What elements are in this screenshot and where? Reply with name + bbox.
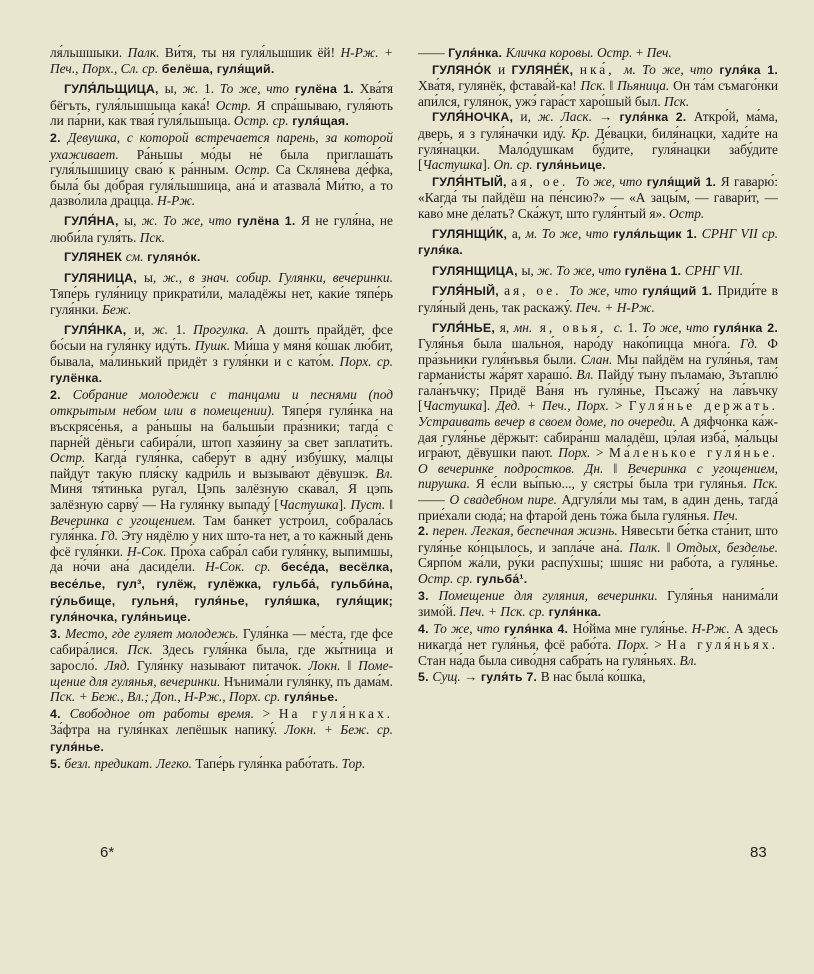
italic-text: Порх. ср.: [339, 353, 393, 369]
text: 1.: [623, 319, 642, 335]
italic-text: Н-Рж. + Печ., Порх., Сл. ср.: [50, 45, 393, 76]
entry-sense: [50, 756, 393, 773]
entry-sense: [418, 523, 778, 587]
text: Адгуля́ли мы там, в адин день, тагда́ прие́хали сюда́; на фтаро́й день то́жа была гуля́нья.: [418, 492, 778, 523]
italic-text: ж.: [182, 81, 199, 97]
italic-text: Кличка коровы. Остр.: [505, 45, 633, 60]
italic-text: Остр.: [50, 450, 86, 466]
italic-text: Частушка: [422, 157, 483, 173]
text: Ф пра́зьники гуля́нъвья были.: [418, 336, 778, 367]
text: Де́вацки, биля́нацки, хади́те на гуля́нацки. Мало́душкам бу́дите, гуля́нацки забу́дите [: [418, 125, 779, 173]
dictionary-entry: [418, 109, 778, 173]
text: 1.: [168, 321, 194, 337]
text: ля́льшшыки.: [50, 45, 128, 60]
page-number: 83: [750, 844, 767, 861]
entry-sense: [418, 621, 778, 669]
text: Гуля́нку называ́ют питачо́к.: [130, 657, 309, 673]
italic-text: Пск.: [664, 93, 690, 109]
text: Сярпо́м жа́ли, ру́ки распу́хшы; шшяс ни рабо́та, а гуля́нье.: [418, 555, 778, 571]
entry-sense: [418, 588, 778, 621]
italic-text: Н-Сок.: [127, 543, 167, 559]
spaced-phrase: ая, ое.: [511, 173, 576, 189]
text: ——: [418, 492, 450, 508]
italic-text: Девушка, с которой встречается парень, за которой ухаживает.: [50, 129, 393, 162]
dictionary-entry: [418, 320, 778, 524]
text: ы,: [164, 81, 183, 97]
italic-text: Беж.: [101, 301, 132, 317]
text: ——: [418, 45, 449, 60]
italic-text: То же, что: [433, 620, 500, 636]
italic-text: см.: [125, 249, 144, 265]
text: ].: [338, 497, 351, 513]
italic-text: Н-Сок. ср.: [205, 559, 271, 575]
text: Я не гуля́на, не люби́ла гуля́ть.: [50, 212, 393, 245]
bold-text: 2.: [50, 130, 68, 145]
italic-text: перен. Легкая, беспечная жизнь.: [432, 523, 618, 539]
italic-text: Печ.: [646, 45, 672, 60]
italic-text: Частушка: [278, 497, 339, 513]
text: А дяфчо́нка ка́ждая гуля́нье дёржыт: сабира́нш маладёш, цэ́лая изба́, ма́льцы игра́ют, дёвушки пают.: [418, 414, 779, 461]
text: я,: [499, 319, 514, 335]
text: и,: [134, 321, 153, 337]
text: ].: [482, 398, 497, 414]
text: Ра́ньшы мо́ды не́ была приглаша́ть гуля́льшшицу сваю́ к ра́нным.: [50, 146, 393, 178]
italic-text: Вл.: [576, 367, 594, 383]
italic-text: Палк.: [127, 45, 160, 60]
italic-text: Порх.: [558, 445, 591, 461]
italic-text: Ляд.: [104, 657, 131, 673]
italic-text: Пушк.: [194, 338, 231, 354]
italic-text: ж.: [152, 321, 169, 337]
italic-text: Н-Рж.: [157, 193, 196, 209]
italic-text: Вл.: [375, 465, 393, 481]
text: Я спра́шываю, гуля́ють ли па́рни, как твая́ гуля́льшыца.: [50, 97, 393, 129]
bold-text: гуля́льщик 1.: [608, 226, 702, 241]
dictionary-entry: [50, 249, 393, 266]
text: Ви́тя, ты ня гуля́льшшик ёй!: [159, 45, 341, 60]
italic-text: Место, где гуляет молодежь.: [65, 625, 239, 641]
text: >: [648, 637, 668, 653]
dictionary-entry: [50, 270, 393, 318]
italic-text: Прогулка.: [193, 321, 249, 337]
bold-text: гуля́щий 1.: [642, 174, 721, 189]
left-column: [50, 45, 393, 772]
text: Тяпе́рь гуля́ницу прикрати́ли, маладёжы нет, каки́е тяпе́рь гуля́нки.: [50, 286, 393, 317]
text: 1.: [198, 81, 220, 97]
italic-text: ж. То же, что: [141, 212, 232, 228]
text: Ми́ша у мяня́ ко́шак лю́бит, бывала, ма́линький придёт з гуля́нки и с като́м.: [50, 338, 394, 369]
italic-text: Остр. ср.: [418, 571, 473, 586]
bold-text: гуля́ка 1.: [712, 62, 779, 77]
italic-text: ж. Ласк.: [537, 109, 593, 125]
bold-text: ГУЛЯ́НКА,: [64, 322, 135, 337]
bold-text: ГУЛЯ́НОЧКА,: [432, 110, 521, 125]
bold-text: ГУЛЯ́НЬЕ,: [432, 320, 500, 335]
italic-text: м. То же, что: [525, 225, 609, 241]
text: ы,: [143, 269, 163, 285]
bold-text: 5.: [418, 669, 433, 684]
bold-text: 3.: [50, 626, 66, 641]
text: В нас была́ ко́шка,: [540, 668, 646, 684]
italic-text: Локн. + Беж. ср.: [284, 722, 393, 738]
dictionary-entry: [418, 263, 778, 280]
italic-text: Сущ.: [432, 668, 461, 684]
italic-text: безл. предикат. Легко.: [64, 755, 192, 771]
dictionary-entry: [418, 283, 778, 315]
text: >: [608, 398, 629, 414]
bold-text: 5.: [50, 756, 65, 771]
bold-text: белёша, гуля́щий.: [158, 61, 275, 76]
entry-sense: [50, 626, 393, 706]
text: Гуля́нка — ме́ста, где фсе сабира́лися.: [50, 625, 393, 658]
bold-text: гуля́ньице.: [532, 158, 606, 173]
bold-text: гульба́¹.: [472, 572, 528, 586]
italic-text: Пск.: [752, 476, 778, 492]
entry-sense: [50, 130, 393, 209]
dictionary-entry: [418, 62, 778, 110]
text: Тапе́рь гуля́нка рабо́тать.: [191, 755, 342, 771]
bold-text: 2.: [50, 387, 73, 402]
bold-text: гуля́нье.: [50, 739, 105, 754]
bold-text: гулёна 1.: [620, 263, 685, 278]
italic-text: Вл.: [679, 652, 697, 668]
italic-text: Локн. ‖ Помещение для гулянья, вечеринки.: [50, 657, 393, 689]
spaced-phrase: Ма́ленькое гуля́нье.: [608, 445, 778, 461]
bold-text: гуля́ть 7.: [480, 669, 541, 684]
italic-text: Частушка: [422, 398, 483, 414]
text: и: [498, 61, 512, 77]
bold-text: ГУЛЯНЕК: [64, 250, 126, 265]
text: Хва́тя, гулянёк, фстава́й-ка!: [418, 78, 581, 94]
spaced-phrase: На гуля́нках.: [278, 705, 393, 721]
text: и,: [520, 109, 538, 125]
italic-text: ж. То же, что: [537, 262, 621, 278]
italic-text: СРНГ VII ср.: [701, 225, 779, 241]
text: >: [253, 705, 279, 721]
italic-text: ж., в знач. собир. Гулянки, вечеринки.: [162, 269, 393, 285]
italic-text: Свободное от работы время.: [69, 705, 254, 721]
dictionary-entry: [50, 81, 393, 130]
text: →: [460, 668, 481, 684]
italic-text: Печ.: [712, 507, 739, 523]
text: а,: [511, 225, 526, 241]
text: Приди́те в гуля́ный день, так раскажу́.: [418, 283, 778, 315]
text: +: [632, 45, 647, 60]
bold-text: гуля́нка 2.: [619, 110, 694, 125]
spaced-phrase: На гуля́ньях.: [667, 637, 778, 653]
spaced-phrase: Гуля́нье держать.: [628, 398, 779, 414]
text: Нявесьти бе́тка ста́нит, што гуля́нье ко́нцылось, и запла́че ана́.: [418, 523, 778, 555]
dictionary-entry: [50, 322, 393, 387]
text: ы,: [521, 262, 538, 278]
entry-sense: [50, 387, 393, 626]
text: Кагда́ гуля́нка, саберу́т в адну́ избу́шку, ма́лцы пайду́т таку́ю пля́ску кадри́ль и вызыва́ют дёвушэк.: [50, 450, 393, 481]
italic-text: м. То же, что: [623, 61, 713, 77]
bold-text: гуля́нка.: [544, 605, 602, 620]
text: Тяпе́ря гуля́нка на въскрясе́нья, а ра́ньшы на бальшы́и пра́зники; тагда́ с парне́й дёньги сабира́ли, штоп хазя́ину за свет заплати́ть.: [50, 403, 393, 450]
italic-text: Пск.: [127, 642, 153, 658]
italic-text: Оп. ср.: [493, 157, 533, 173]
entry-sense: [50, 45, 393, 77]
italic-text: То же, что: [641, 319, 709, 335]
italic-text: Пуст. ‖ Вечеринка с угощением.: [50, 497, 393, 528]
text: Хва́тя бёгъть, гуля́льшшыца кака́!: [50, 81, 393, 113]
italic-text: Тор.: [341, 755, 366, 771]
bold-text: 4.: [50, 706, 70, 721]
bold-text: гуля́нка 2.: [708, 320, 778, 335]
bold-text: гуля́ка.: [418, 243, 463, 258]
bold-text: гулёнка.: [50, 371, 103, 386]
text: Нънима́ли гуля́нку, пъ дама́м.: [220, 673, 394, 689]
text: >: [590, 445, 609, 461]
bold-text: гулёна 1.: [288, 82, 360, 97]
bold-text: 3.: [418, 588, 439, 603]
italic-text: Порх.: [616, 637, 649, 653]
text: ы,: [124, 212, 142, 228]
bold-text: бесе́да, весёлка, весе́лье, гул³, гулёж, гулёжка, гульба́, гульби́на, гу́льбище, гульня́, гуля́нье, гуля́шка, гуля́щик; гуля́ночка, гуля́ньице.: [50, 560, 393, 625]
text: Про́ха сабра́л саби гуля́нку, выпимшы, да но́чи ана́ дасиде́ли.: [50, 543, 393, 575]
bold-text: ГУЛЯ́НЫЙ,: [432, 284, 505, 299]
italic-text: То же, что: [569, 283, 638, 299]
italic-text: О вечеринке подростков. Дн. ‖ Вечеринка с угощением, пирушка.: [418, 460, 778, 492]
bold-text: гуля́щая.: [288, 114, 349, 129]
italic-text: Устраивать вечер в своем доме, по очереди.: [418, 414, 676, 430]
text: Он та́м съмаго́нки апи́лся, гуляно́к, ужэ́ гара́ст харо́шый был.: [418, 78, 778, 109]
text: А здесь никагда́ нет гуля́нья, фсё рабо́та.: [418, 620, 778, 653]
italic-text: СРНГ VII.: [684, 262, 744, 278]
text: Гуля́нья была шально́я, наро́ду нако́пицца мно́га.: [418, 336, 741, 352]
spaced-phrase: я, овья,: [532, 319, 614, 335]
italic-text: Помещение для гуляния, вечеринки.: [438, 587, 658, 603]
text: Эту нядёлю у них што-та нет, а то ка́жный день фсё гуля́нки.: [50, 528, 393, 559]
spaced-phrase: ая, ое.: [504, 283, 570, 299]
italic-text: О свадебном пире.: [449, 492, 557, 508]
italic-text: с.: [613, 319, 624, 335]
text: Я гаварю́: «Кагда́ ты пайдёш на пе́нсию?» — «А зацы́м, — гавари́т, — каво́ мне де́лать? Ска́жут, што гуля́нтый я».: [418, 173, 778, 221]
italic-text: Остр.: [668, 205, 705, 221]
italic-text: Гд.: [100, 528, 119, 544]
italic-text: Пск.: [139, 229, 165, 245]
text: Стан на́да была сиво́дня сабра́ть на гуля́ньях.: [418, 652, 680, 668]
entry-sense: [418, 669, 778, 686]
signature-mark: 6*: [100, 844, 115, 861]
italic-text: Пск. + Беж., Вл.; Доп., Н-Рж., Порх. ср.: [50, 689, 281, 705]
bold-text: ГУЛЯНЩИ́К,: [432, 226, 512, 241]
text: ].: [482, 157, 494, 173]
bold-text: ГУЛЯНЩИЦА,: [432, 263, 522, 278]
italic-text: Кр.: [571, 125, 590, 141]
bold-text: гуляно́к.: [143, 250, 201, 265]
text: Но́йма мне гуля́нье.: [572, 620, 692, 636]
italic-text: Печ. + Н-Рж.: [575, 299, 655, 315]
text: Гуля́нья нанима́ли зимо́й.: [418, 587, 778, 620]
bold-text: гуля́нье.: [280, 690, 338, 705]
bold-text: ГУЛЯ́НА,: [64, 213, 125, 228]
entry-sense: [50, 706, 393, 756]
bold-text: гуля́нка 4.: [499, 621, 573, 636]
italic-text: Слан.: [580, 351, 613, 367]
text: Аткро́й, ма́ма, дверь, я з гуля́начки иду́.: [418, 109, 778, 141]
bold-text: 2.: [418, 524, 433, 539]
bold-text: ГУЛЯНО́К: [432, 62, 499, 77]
text: Мы пайдём на гуля́нья, там гармани́сты жа́рят харашо́.: [418, 351, 778, 383]
bold-text: гуля́щий 1.: [637, 284, 718, 299]
text: А дошть прайдёт, фсе бо́сыи на гуля́нку иду́ть.: [50, 321, 393, 354]
bold-text: Гуля́нка.: [448, 46, 506, 60]
italic-text: Собрание молодежи с танцами и песнями (под открытым небом или в помещении).: [50, 386, 393, 419]
italic-text: Печ. + Пск. ср.: [459, 604, 545, 620]
bold-text: ГУЛЯ́НТЫЙ,: [432, 174, 512, 189]
text: Я е́сли вы́пью..., у сястры́ была три гуля́нья.: [469, 476, 753, 492]
dictionary-entry: [418, 226, 778, 259]
spaced-phrase: нка́,: [579, 61, 624, 77]
italic-text: Остр.: [234, 162, 270, 178]
italic-text: Гд.: [740, 336, 758, 352]
italic-text: Остр.: [215, 97, 252, 113]
italic-text: То же, что: [575, 173, 643, 189]
italic-text: Остр. ср.: [233, 113, 289, 129]
text: Са Скляне́ва де́фка, была́ бы до́брая гуля́льшшица, ана́ и атазвала́ Ми́тю, а то дазво́лила дра́цца.: [50, 162, 393, 209]
text: Миня́ тя́тинька руга́л, Цэпь залёзную скава́л, Я цэпь залёзную сарву́ — На гуля́нку выпаду́ [: [50, 481, 393, 513]
bold-text: 4.: [418, 621, 434, 636]
italic-text: Н-Рж.: [691, 620, 730, 636]
italic-text: Пск. ‖ Пьяница.: [580, 78, 670, 94]
italic-text: Палк. ‖ Отдых, безделье.: [628, 539, 778, 555]
text: Здесь гуля́нка была, где жы́тница и заросло́.: [50, 642, 393, 673]
text: Там банке́т устро́ил, собрала́сь гуля́нка.: [50, 512, 394, 544]
italic-text: мн.: [513, 319, 533, 335]
entry-sense: [418, 45, 778, 62]
italic-text: Дед. + Печ., Порх.: [496, 398, 609, 414]
right-column: [418, 45, 778, 685]
dictionary-entry: [418, 174, 778, 222]
bold-text: гулёна 1.: [231, 213, 302, 228]
text: →: [592, 109, 620, 125]
text: Пайду́ тыну пълама́ю, Зътаплю́ гала́нъчку; Придё Ва́ня нъ гуля́нье, Пъсажу́ на ла́въчку [: [418, 367, 778, 414]
italic-text: То же, что: [219, 81, 289, 97]
dictionary-entry: [50, 213, 393, 245]
bold-text: ГУЛЯ́ЛЬЩИЦА,: [64, 82, 165, 97]
bold-text: ГУЛЯНЕ́К,: [511, 62, 580, 77]
text: За́фтра на гуля́нках лепёшык напику́.: [50, 722, 285, 738]
bold-text: ГУЛЯНИЦА,: [64, 270, 144, 285]
